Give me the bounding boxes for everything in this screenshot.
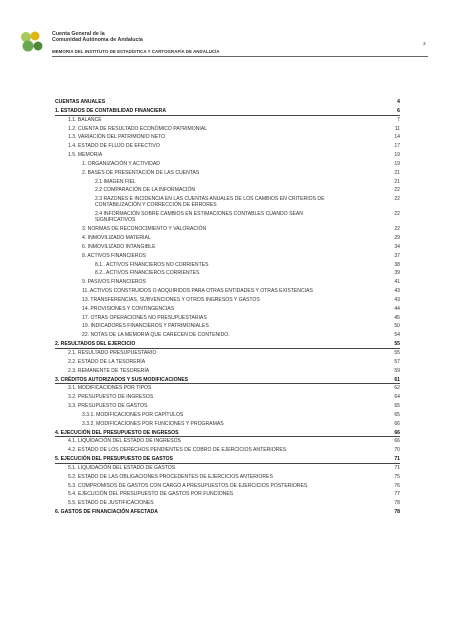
logo-leaf-4	[34, 42, 43, 51]
toc-entry-label: 3. CRÉDITOS AUTORIZADOS Y SUS MODIFICACIONES	[55, 376, 189, 383]
toc-entry[interactable]	[0, 297, 452, 303]
toc-entry-label: 1. ORGANIZACIÓN Y ACTIVIDAD	[82, 160, 160, 167]
toc-section-entry[interactable]	[0, 341, 452, 347]
toc-entry[interactable]	[0, 196, 452, 208]
logo-leaf-3	[23, 41, 34, 52]
toc-entry-page: 64	[394, 394, 400, 401]
toc-entry-page: 22	[394, 211, 400, 218]
toc-entry-page: 22	[394, 226, 400, 233]
toc-entry-page: 45	[394, 314, 400, 321]
toc-entry[interactable]	[0, 126, 452, 132]
toc-entry-page: 17	[394, 143, 400, 150]
toc-entry[interactable]	[0, 262, 452, 268]
toc-entry-label: 2.2 COMPARACIÓN DE LA INFORMACIÓN	[95, 187, 196, 194]
toc-entry[interactable]	[0, 143, 452, 149]
toc-entry-label: 4.2. ESTADO DE LOS DERECHOS PENDIENTES DE COBRO DE EJERCICIOS ANTERIORES	[68, 447, 287, 454]
toc-entry-page: 71	[394, 464, 400, 471]
toc-entry-label: 2.3. REMANENTE DE TESORERÍA	[68, 367, 150, 374]
org-line-2: Comunidad Autónoma de Andalucía	[52, 37, 143, 44]
toc-entry-page: 38	[394, 261, 400, 268]
toc-entry[interactable]	[0, 211, 452, 223]
toc-entry[interactable]	[0, 179, 452, 185]
toc-entry[interactable]	[0, 170, 452, 176]
toc-entry[interactable]	[0, 253, 452, 259]
toc-entry[interactable]	[0, 235, 452, 241]
toc-entry-label: 3.3.2. MODIFICACIONES POR FUNCIONES Y PROGRAMAS	[82, 420, 224, 427]
toc-entry-page: 57	[394, 358, 400, 365]
toc-entry[interactable]	[0, 152, 452, 158]
toc-entry-page: 75	[394, 473, 400, 480]
toc-entry-label: 2.4 INFORMACIÓN SOBRE CAMBIOS EN ESTIMACIONES CONTABLES CUANDO SEAN SIGNIFICATIVOS	[95, 211, 303, 224]
toc-entry-page: 43	[394, 288, 400, 295]
toc-entry[interactable]	[0, 306, 452, 312]
toc-entry-label: 5.2. ESTADO DE LAS OBLIGACIONES PROCEDENTES DE EJERCICIOS ANTERIORES	[68, 473, 273, 480]
toc-entry[interactable]	[0, 421, 452, 427]
toc-entry-page: 22	[394, 196, 400, 203]
toc-entry-label: 8.2.. ACTIVOS FINANCIEROS CORRIENTES	[95, 270, 200, 277]
toc-entry-label: 1.5. MEMORIA	[68, 152, 103, 159]
toc-entry[interactable]	[0, 161, 452, 167]
toc-entry-page: 14	[394, 134, 400, 141]
toc-entry-label: 2. BASES DE PRESENTACIÓN DE LAS CUENTAS	[82, 169, 200, 176]
toc-entry-label: 8. ACTIVOS FINANCIEROS	[82, 252, 146, 259]
toc-entry[interactable]	[0, 350, 452, 356]
toc-entry-page: 19	[394, 160, 400, 167]
toc-entry-page: 61	[394, 376, 400, 383]
toc-entry-label: 3.2. PRESUPUESTO DE INGRESOS	[68, 394, 154, 401]
toc-entry-page: 21	[394, 169, 400, 176]
toc-entry-page: 78	[394, 500, 400, 507]
toc-entry-label: 5.5. ESTADO DE JUSTIFICACIONES	[68, 500, 154, 507]
toc-entry-label: 1.2. CUENTA DE RESULTADO ECONÓMICO PATRIMONIAL	[68, 125, 208, 132]
toc-section-entry[interactable]	[0, 430, 452, 436]
toc-entry-label: 22. NOTAS DE LA MEMORIA QUE CARECEN DE CONTENIDO.	[82, 332, 230, 339]
toc-entry-page: 54	[394, 332, 400, 339]
toc-entry[interactable]	[0, 465, 452, 471]
toc-entry-label: CUENTAS ANUALES	[55, 99, 106, 105]
toc-entry-label: 2.2. ESTADO DE LA TESORERÍA	[68, 358, 146, 365]
toc-entry-label: 1.1. BALANCE	[68, 116, 102, 123]
toc-entry[interactable]	[0, 279, 452, 285]
toc-entry[interactable]	[0, 288, 452, 294]
toc-entry-page: 70	[394, 447, 400, 454]
toc-entry-label: 6. INMOVILIZADO INTANGIBLE	[82, 243, 156, 250]
toc-entry-page: 6	[397, 107, 400, 114]
toc-entry-page: 44	[394, 305, 400, 312]
toc-entry-page: 66	[394, 438, 400, 445]
toc-entry-label: 2.1 IMAGEN FIEL	[95, 178, 136, 185]
toc-entry[interactable]	[0, 323, 452, 329]
header-divider	[52, 56, 428, 57]
toc-entry-label: 5.1. LIQUIDACIÓN DEL ESTADO DE GASTOS	[68, 464, 176, 471]
toc-entry-page: 43	[394, 296, 400, 303]
toc-section-entry[interactable]	[0, 99, 452, 105]
toc-entry-label: 2. RESULTADOS DEL EJERCICIO	[55, 341, 136, 348]
toc-entry-label: 14. PROVISIONES Y CONTINGENCIAS	[82, 305, 175, 312]
toc-entry[interactable]	[0, 438, 452, 444]
toc-entry[interactable]	[0, 447, 452, 453]
toc-entry[interactable]	[0, 394, 452, 400]
organization-title	[52, 31, 143, 43]
toc-section-entry[interactable]	[0, 509, 452, 515]
toc-entry-page: 55	[394, 341, 400, 348]
toc-entry-label: 4. INMOVILIZADO MATERIAL	[82, 235, 151, 241]
toc-entry-page: 66	[394, 420, 400, 427]
toc-entry-page: 4	[397, 99, 400, 105]
toc-entry-page: 21	[394, 178, 400, 185]
toc-entry-label: 1. ESTADOS DE CONTABILIDAD FINANCIERA	[55, 107, 167, 114]
toc-section-entry[interactable]	[0, 108, 452, 114]
toc-entry-page: 41	[394, 279, 400, 286]
toc-entry[interactable]	[0, 134, 452, 140]
toc-entry-page: 50	[394, 323, 400, 330]
toc-entry-label: 6. GASTOS DE FINANCIACIÓN AFECTADA	[55, 509, 158, 516]
toc-entry-page: 71	[394, 456, 400, 463]
toc-entry-label: 19. INDICADORES FINANCIEROS Y PATRIMONIALES	[82, 323, 209, 330]
toc-entry-label: 9. PASIVOS FINANCIEROS	[82, 279, 146, 286]
toc-entry-label: 4.1. LIQUIDACIÓN DEL ESTADO DE INGRESOS	[68, 438, 181, 445]
toc-entry-label: 13. TRANSFERENCIAS, SUBVENCIONES Y OTROS INGRESOS Y GASTOS	[82, 296, 260, 303]
toc-entry-page: 7	[397, 116, 400, 123]
toc-entry-label: 4. EJECUCIÓN DEL PRESUPUESTO DE INGRESOS	[55, 429, 179, 436]
toc-entry-label: 1.4. ESTADO DE FLUJO DE EFECTIVO	[68, 143, 160, 150]
toc-entry-label: 2.1. RESULTADO PRESUPUESTARIO	[68, 349, 157, 356]
toc-entry-page: 55	[394, 349, 400, 356]
toc-entry-page: 77	[394, 491, 400, 498]
toc-entry[interactable]	[0, 500, 452, 506]
toc-entry[interactable]	[0, 187, 452, 193]
toc-entry[interactable]	[0, 315, 452, 321]
page-number: 3	[423, 41, 426, 46]
toc-entry-label: 3.3. PRESUPUESTO DE GASTOS	[68, 403, 148, 410]
toc-entry-label: 2.3 RAZONES E INCIDENCIA EN LAS CUENTAS ANUALES DE LOS CAMBIOS EN CRITERIOS DE CONTABILIZACIÓN Y CORRECCIÓN DE ERRORES	[95, 196, 325, 209]
toc-entry-page: 76	[394, 482, 400, 489]
toc-entry-label: 1.3. VARIACIÓN DEL PATRIMONIO NETO	[68, 134, 166, 141]
toc-entry[interactable]	[0, 332, 452, 338]
toc-entry-page: 29	[394, 235, 400, 241]
toc-entry-page: 19	[394, 152, 400, 159]
document-subtitle: MEMORIA DEL INSTITUTO DE ESTADÍSTICA Y CARTOGRAFÍA DE ANDALUCÍA	[52, 49, 220, 54]
toc-entry[interactable]	[0, 117, 452, 123]
toc-entry-page: 65	[394, 403, 400, 410]
toc-entry[interactable]	[0, 403, 452, 409]
org-line-1: Cuenta General de la	[52, 31, 105, 37]
toc-section-entry[interactable]	[0, 377, 452, 383]
toc-entry-label: 8.1.. ACTIVOS FINANCIEROS NO CORRIENTES	[95, 261, 209, 268]
toc-entry-page: 62	[394, 385, 400, 392]
toc-entry[interactable]	[0, 483, 452, 489]
toc-entry[interactable]	[0, 368, 452, 374]
toc-entry-label: 3.3.1. MODIFICACIONES POR CAPÍTULOS	[82, 411, 184, 418]
junta-andalucia-logo-icon	[20, 31, 46, 53]
table-of-contents	[0, 99, 452, 518]
toc-entry-page: 66	[394, 429, 400, 436]
toc-entry-page: 22	[394, 187, 400, 194]
toc-entry-page: 78	[394, 509, 400, 516]
toc-entry[interactable]	[0, 270, 452, 276]
toc-entry-label: 5.4. EJECUCIÓN DEL PRESUPUESTO DE GASTOS POR FUNCIONES	[68, 491, 234, 498]
toc-entry-page: 39	[394, 270, 400, 277]
toc-entry[interactable]	[0, 412, 452, 418]
toc-entry-page: 59	[394, 367, 400, 374]
toc-entry-label: 5. EJECUCIÓN DEL PRESUPUESTO DE GASTOS	[55, 456, 174, 463]
toc-entry-label: 3. NORMAS DE RECONOCIMIENTO Y VALORACIÓN	[82, 226, 207, 233]
logo-leaf-2	[31, 32, 40, 41]
toc-entry[interactable]	[0, 244, 452, 250]
toc-entry[interactable]	[0, 359, 452, 365]
toc-entry-label: 3.1. MODIFICACIONES POR TIPOS	[68, 385, 152, 392]
toc-entry-page: 11	[394, 125, 400, 132]
toc-entry[interactable]	[0, 491, 452, 497]
toc-entry-label: 17. OTRAS OPERACIONES NO PRESUPUESTARIAS	[82, 314, 207, 321]
toc-entry-page: 65	[394, 411, 400, 418]
toc-entry-label: 11. ACTIVOS CONSTRUIDOS O ADQUIRIDOS PARA OTRAS ENTIDADES Y OTRAS EXISTENCIAS	[82, 288, 313, 295]
toc-entry[interactable]	[0, 385, 452, 391]
toc-entry-label: 5.3. COMPROMISOS DE GASTOS CON CARGO A PRESUPUESTOS DE EJERCICIOS POSTERIORES	[68, 482, 308, 489]
toc-entry[interactable]	[0, 226, 452, 232]
logo-leaf-1	[21, 32, 31, 42]
toc-section-entry[interactable]	[0, 456, 452, 462]
toc-entry-page: 34	[394, 243, 400, 250]
toc-entry-page: 37	[394, 252, 400, 259]
toc-entry[interactable]	[0, 474, 452, 480]
